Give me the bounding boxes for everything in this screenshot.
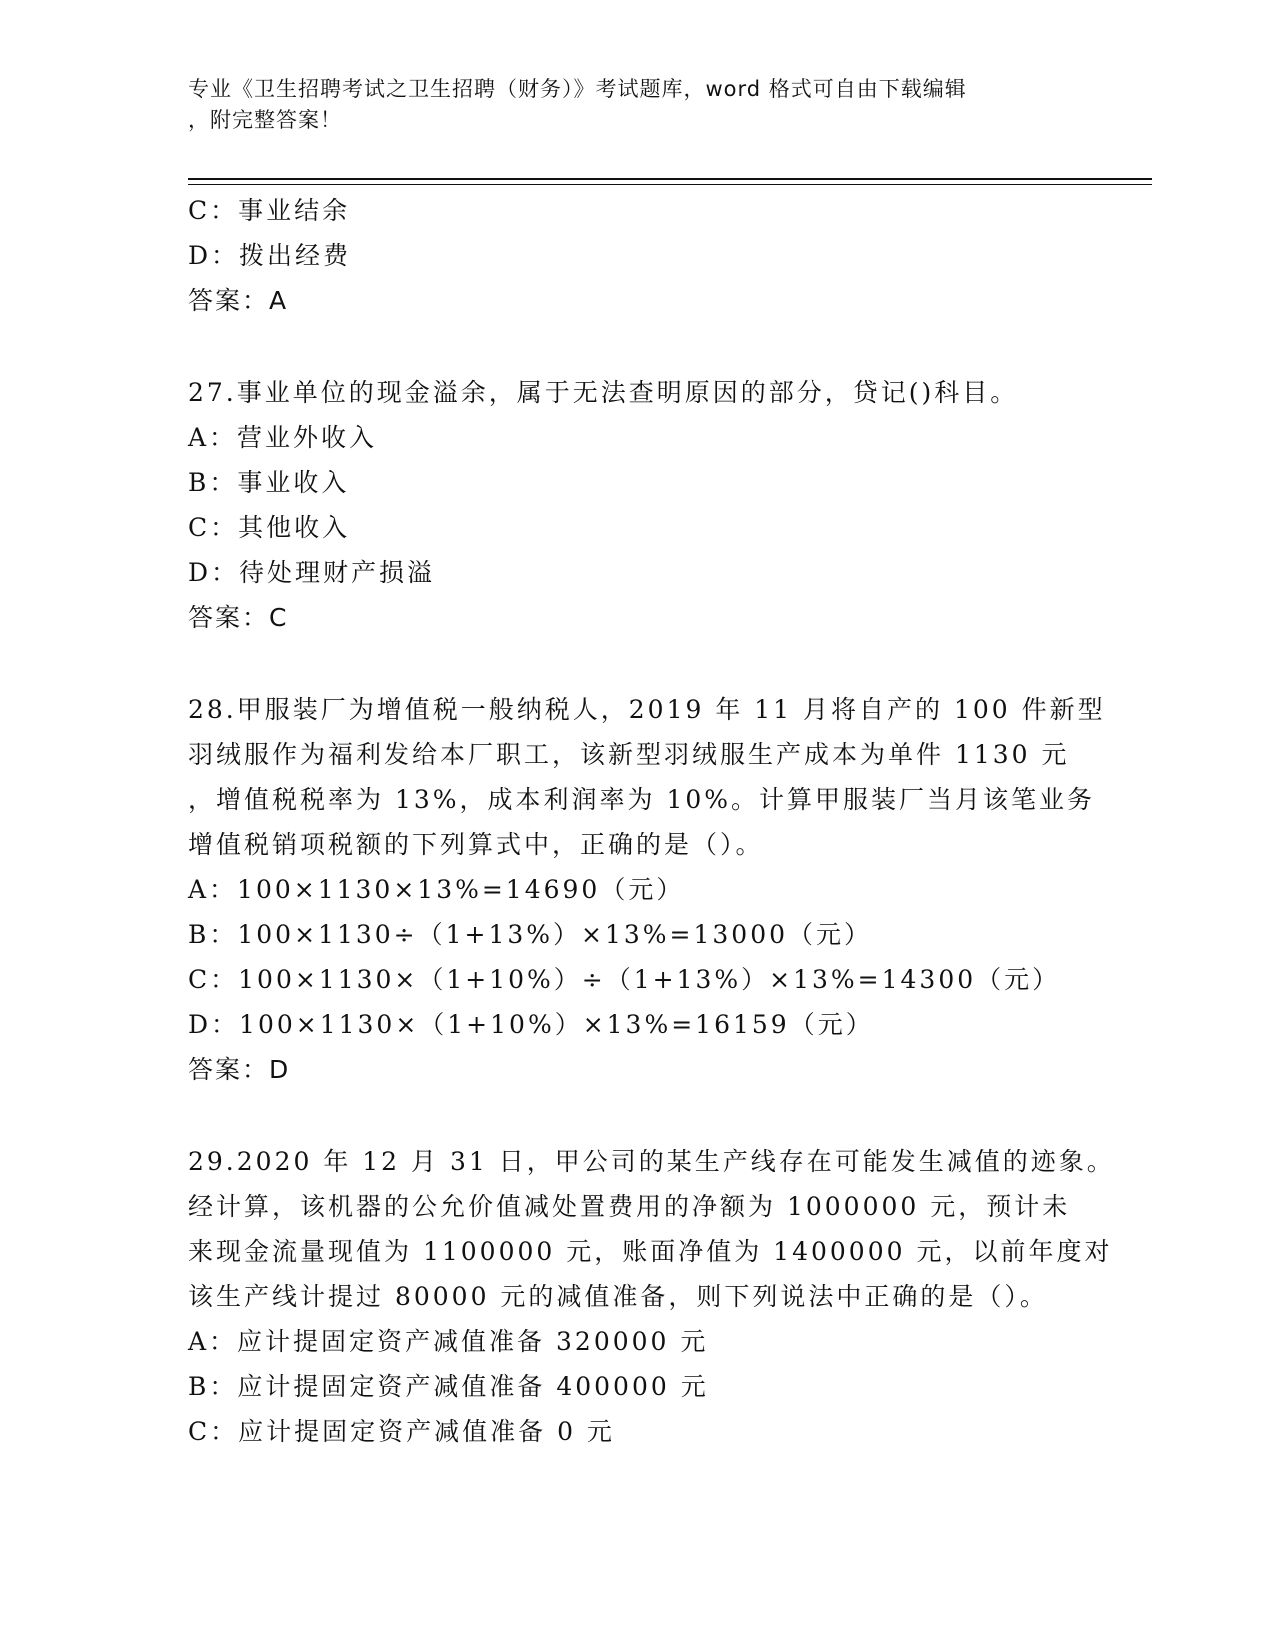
q28-option-a: A：100×1130×13%=14690（元） [188, 875, 685, 904]
q27-stem: 27.事业单位的现金溢余，属于无法查明原因的部分，贷记()科目。 [188, 378, 1019, 407]
q28-answer: 答案：D [188, 1055, 291, 1084]
q28-stem-line-4: 增值税销项税额的下列算式中，正确的是（）。 [188, 830, 764, 859]
q27-option-c: C：其他收入 [188, 513, 351, 542]
header-line-2: ，附完整答案！ [188, 108, 342, 132]
q28-option-c: C：100×1130×（1+10%）÷（1+13%）×13%=14300（元） [188, 965, 1061, 994]
q28-option-b: B：100×1130÷（1+13%）×13%=13000（元） [188, 920, 873, 949]
q29-stem-line-2: 经计算，该机器的公允价值减处置费用的净额为 1000000 元，预计未 [188, 1192, 1071, 1221]
q28-stem-line-1: 28.甲服装厂为增值税一般纳税人，2019 年 11 月将自产的 100 件新型 [188, 695, 1106, 724]
q29-stem-line-1: 29.2020 年 12 月 31 日，甲公司的某生产线存在可能发生减值的迹象。 [188, 1147, 1115, 1176]
header-line-1: 专业《卫生招聘考试之卫生招聘（财务）》考试题库，word 格式可自由下载编辑 [188, 77, 967, 101]
question-content [188, 188, 1115, 1454]
q27-option-b: B：事业收入 [188, 468, 350, 497]
q27-option-a: A：营业外收入 [188, 423, 378, 452]
q28-stem-line-2: 羽绒服作为福利发给本厂职工，该新型羽绒服生产成本为单件 1130 元 [188, 740, 1070, 769]
q27-answer: 答案：C [188, 603, 289, 632]
header-rule-thin [188, 184, 1152, 185]
q29-stem-line-3: 来现金流量现值为 1100000 元，账面净值为 1400000 元，以前年度对 [188, 1237, 1113, 1266]
q28-option-d: D：100×1130×（1+10%）×13%=16159（元） [188, 1010, 874, 1039]
header-rule-thick [188, 178, 1152, 180]
q29-stem-line-4: 该生产线计提过 80000 元的减值准备，则下列说法中正确的是（）。 [188, 1282, 1048, 1311]
q28-stem-line-3: ，增值税税率为 13%，成本利润率为 10%。计算甲服装厂当月该笔业务 [188, 785, 1096, 814]
q27-option-d: D：待处理财产损溢 [188, 558, 436, 587]
q26-option-c: C：事业结余 [188, 196, 351, 225]
q26-answer: 答案：A [188, 286, 289, 315]
q29-option-c: C：应计提固定资产减值准备 0 元 [188, 1417, 615, 1446]
document-header [188, 74, 1088, 136]
q29-option-b: B：应计提固定资产减值准备 400000 元 [188, 1372, 709, 1401]
q29-option-a: A：应计提固定资产减值准备 320000 元 [188, 1327, 709, 1356]
q26-option-d: D：拨出经费 [188, 241, 352, 270]
